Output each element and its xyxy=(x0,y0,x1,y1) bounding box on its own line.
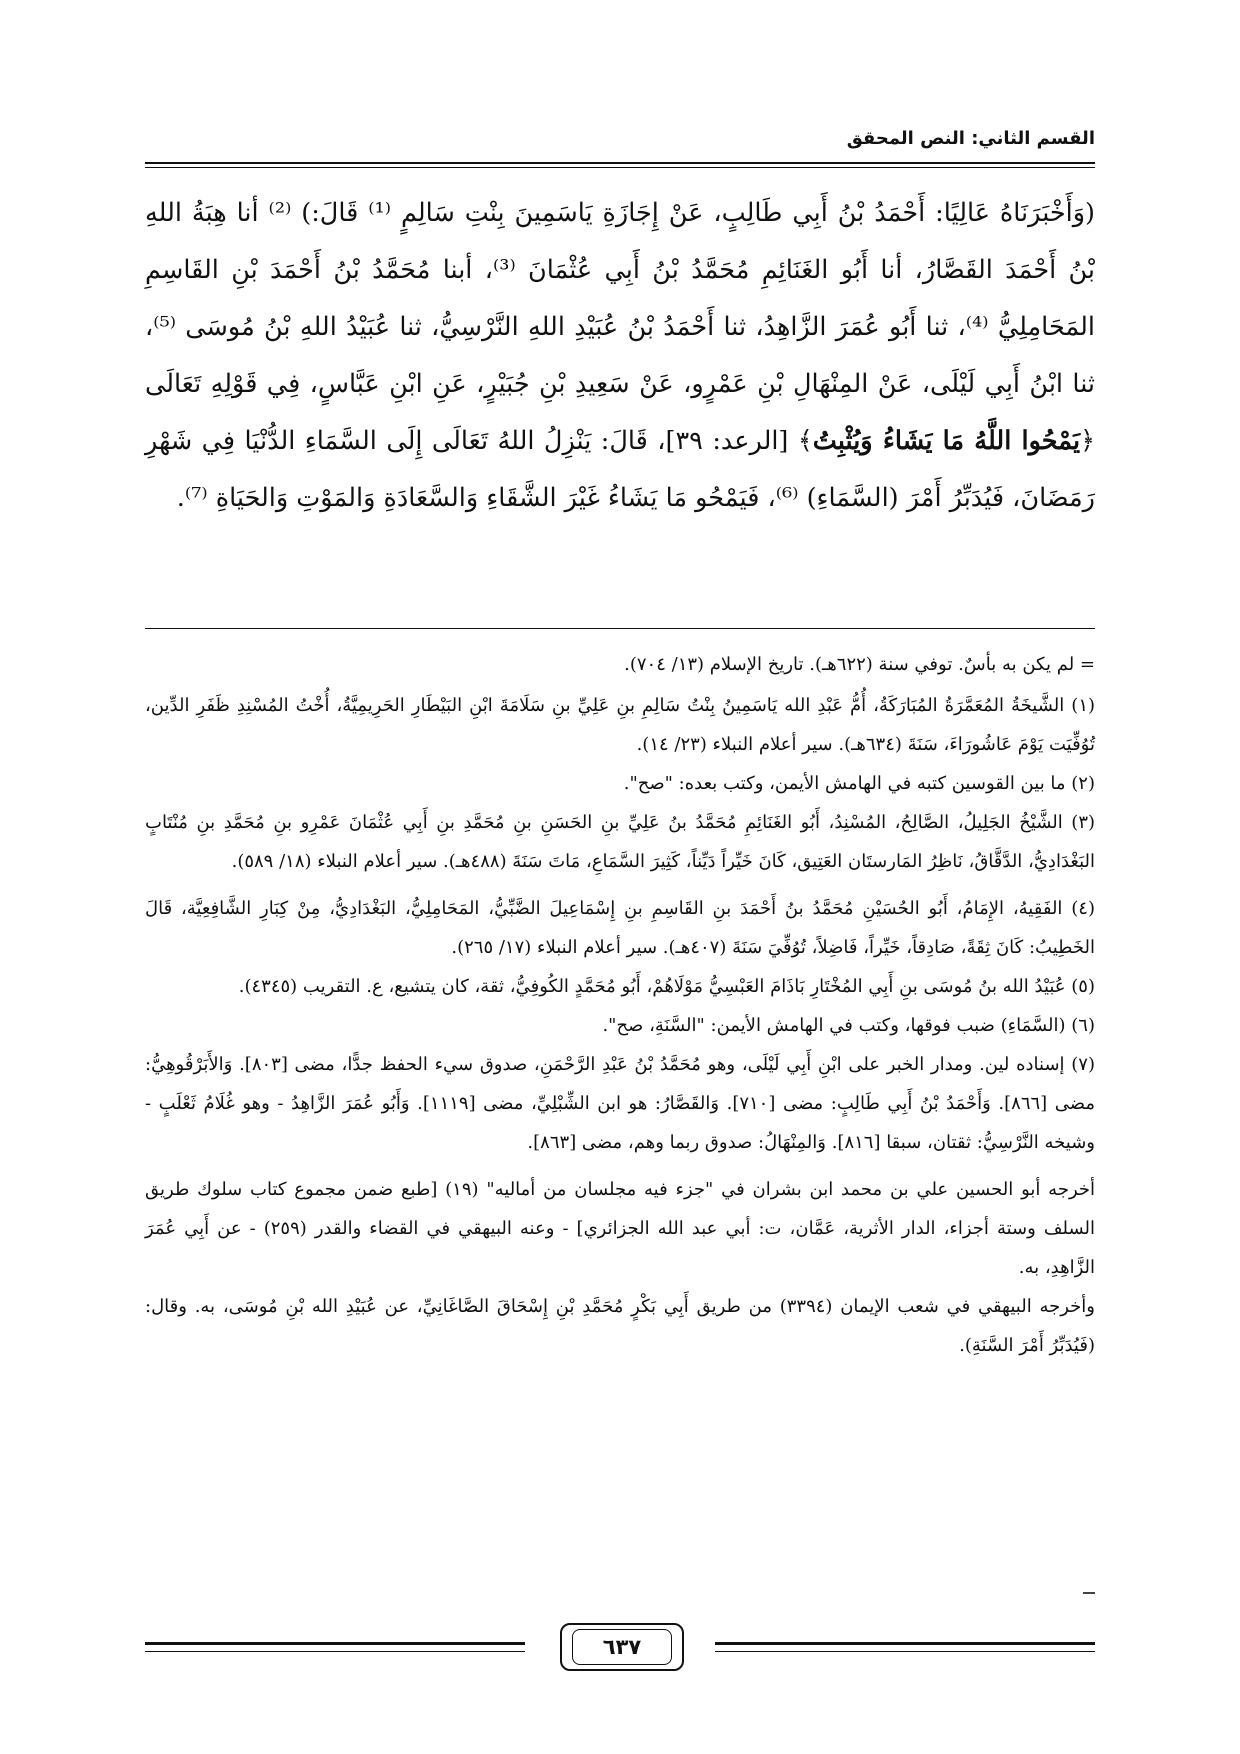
footnote-5: (٥) عُبَيْدُ الله بنُ مُوسَى بنِ أَبِي المُخْتَارِ بَاذَامَ العَبْسِيُّ مَوْلَاهُمْ، أَبُو مُحَمَّدٍ الكُوفِيُّ، ثقة، كان يتشيع، ع. التقريب (٤٣٤٥). xyxy=(238,976,1095,997)
main-paragraph xyxy=(145,185,1095,527)
continuation-dash xyxy=(1083,1592,1095,1594)
footnote-1: (١) الشَّيخَةُ المُعَمَّرَةُ المُبَارَكَةُ، أُمُّ عَبْدِ الله يَاسَمِينُ بِنْتُ سَالِمِ بنِ عَلِيِّ بنِ سَلَامَةَ ابْنِ البَيْطَارِ الحَرِيمِيَّةُ، أُخْتُ المُسْنِدِ ظَفَرِ الدِّين، تُوُفِّيَت يَوْمَ عَاشُورَاءَ، سَنَةَ (٦٣٤هـ). سير أعلام النبلاء (٢٣/ ١٤). xyxy=(145,695,1096,755)
footnote-2: (٢) ما بين القوسين كتبه في الهامش الأيمن، وكتب بعده: "صح". xyxy=(623,773,1095,794)
running-header: القسم الثاني: النص المحقق xyxy=(846,128,1095,149)
footnote-extra-2: وأخرجه البيهقي في شعب الإيمان (٣٣٩٤) من طريق أَبِي بَكْرٍ مُحَمَّدِ بْنِ إِسْحَاقَ الصَّاغَانِيِّ، عن عُبَيْدِ الله بْنِ مُوسَى، به. وقال: (فَيُدَبِّرُ أَمْرَ السَّنَةِ). xyxy=(145,1296,1095,1356)
footnote-divider xyxy=(145,628,1095,629)
main-text-part1: (وَأَخْبَرَنَاهُ عَالِيًا: أَحْمَدُ بْنُ أَبِي طَالِبٍ، عَنْ إِجَازَةِ يَاسَمِينَ بِنْتِ سَالِمٍ ⁽¹⁾ قَالَ:) ⁽²⁾ أنا هِبَةُ اللهِ بْنُ أَحْمَدَ القَصَّارُ، أنا أَبُو الغَنَائِمِ مُحَمَّدُ بْنُ أَبِي عُثْمَانَ ⁽³⁾، أبنا مُحَمَّدُ بْنُ أَحْمَدَ بْنِ القَاسِمِ المَحَامِلِيُّ ⁽⁴⁾، ثنا أَبُو عُمَرَ الزَّاهِدُ، ثنا أَحْمَدُ بْنُ عُبَيْدِ اللهِ النَّرْسِيُّ، ثنا عُبَيْدُ اللهِ بْنُ مُوسَى ⁽⁵⁾، ثنا ابْنُ أَبِي لَيْلَى، عَنْ المِنْهَالِ بْنِ عَمْرٍو، عَنْ سَعِيدِ بْنِ جُبَيْرٍ، عَنِ ابْنِ عَبَّاسٍ، فِي قَوْلِهِ تَعَالَى ﴿ xyxy=(145,198,1096,456)
page-number: ٦٣٧ xyxy=(572,1629,672,1665)
footer-rule-left xyxy=(145,1642,525,1652)
footnote-continuation: = لم يكن به بأسٌ. توفي سنة (٦٢٢هـ). تاريخ الإسلام (١٣/ ٧٠٤). xyxy=(624,654,1095,675)
footnotes-block xyxy=(145,645,1095,1365)
footnote-7: (٧) إسناده لين. ومدار الخبر على ابْنِ أَبِي لَيْلَى، وهو مُحَمَّدُ بْنُ عَبْدِ الرَّحْمَنِ، صدوق سيء الحفظ جدًّا، مضى [٨٠٣]. وَالأَبَرْقُوهِيُّ: مضى [٨٦٦]. وَأَحْمَدُ بْنُ أَبِي طَالِبٍ: مضى [٧١٠]. وَالقَصَّارُ: هو ابن الشِّبْلِيِّ، مضى [١١١٩]. وَأَبُو عُمَرَ الزَّاهِدُ - وهو غُلَامُ ثَعْلَبٍ - وشيخه النَّرْسِيُّ: ثقتان، سبقا [٨١٦]. وَالمِنْهَالُ: صدوق ربما وهم، مضى [٨٦٣]. xyxy=(145,1054,1096,1153)
footnote-4: (٤) الفَقِيهُ، الإِمَامُ، أَبُو الحُسَيْنِ مُحَمَّدُ بنُ أَحْمَدَ بنِ القَاسِمِ بنِ إِسْمَاعِيلَ الضَّبِّيُّ، المَحَامِلِيُّ، البَغْدَادِيُّ، مِنْ كِبَارِ الشَّافِعِيَّة، قَالَ الخَطِيبُ: كَانَ ثِقَةً، صَادِقاً، خَيِّراً، فَاضِلاً، تُوُفِّيَ سَنَةَ (٤٠٧هـ). سير أعلام النبلاء (١٧/ ٢٦٥). xyxy=(145,898,1095,958)
quran-verse: يَمْحُوا اللَّهُ مَا يَشَاءُ وَيُثْبِتُ xyxy=(812,426,1081,456)
footnote-extra-1: أخرجه أبو الحسين علي بن محمد ابن بشران في "جزء فيه مجلسان من أماليه" (١٩) [طبع ضمن مجموع كتاب سلوك طريق السلف وستة أجزاء، الدار الأثرية، عَمَّان، ت: أبي عبد الله الجزائري] - وعنه البيهقي في القضاء والقدر (٢٥٩) - عن أَبِي عُمَرَ الزَّاهِدِ، به. xyxy=(145,1179,1096,1278)
main-text-block xyxy=(145,185,1095,527)
footnote-6: (٦) (السَّمَاءِ) ضبب فوقها، وكتب في الهامش الأيمن: "السَّنَةِ، صح". xyxy=(602,1015,1095,1036)
page-number-frame xyxy=(560,1623,684,1671)
header-divider xyxy=(145,162,1095,168)
footer-rule-right xyxy=(715,1642,1095,1652)
footnote-3: (٣) الشَّيْخُ الجَلِيلُ، الصَّالِحُ، المُسْنِدُ، أَبُو الغَنَائِمِ مُحَمَّدُ بنُ عَلِيِّ بنِ الحَسَنِ بنِ مُحَمَّدِ بنِ أَبِي عُثْمَانَ عَمْرِو بنِ مُحَمَّدِ بنِ مُنْتَابٍ البَغْدَادِيُّ، الدَّقَّاقُ، نَاظِرُ المَارستَان العَتِيق، كَانَ خَيِّراً دَيِّناً، كَثِيرَ السَّمَاعِ، مَاتَ سَنَةَ (٤٨٨هـ). سير أعلام النبلاء (١٨/ ٥٨٩). xyxy=(145,812,1096,872)
main-text-part2: ﴾ [الرعد: ٣٩]، قَالَ: يَنْزِلُ اللهُ تَعَالَى إِلَى السَّمَاءِ الدُّنْيَا فِي شَهْرِ رَمَضَانَ، فَيُدَبِّرُ أَمْرَ (السَّمَاءِ) ⁽⁶⁾، فَيَمْحُو مَا يَشَاءُ غَيْرَ الشَّقَاءِ وَالسَّعَادَةِ وَالمَوْتِ وَالحَيَاةِ ⁽⁷⁾. xyxy=(145,426,1095,513)
